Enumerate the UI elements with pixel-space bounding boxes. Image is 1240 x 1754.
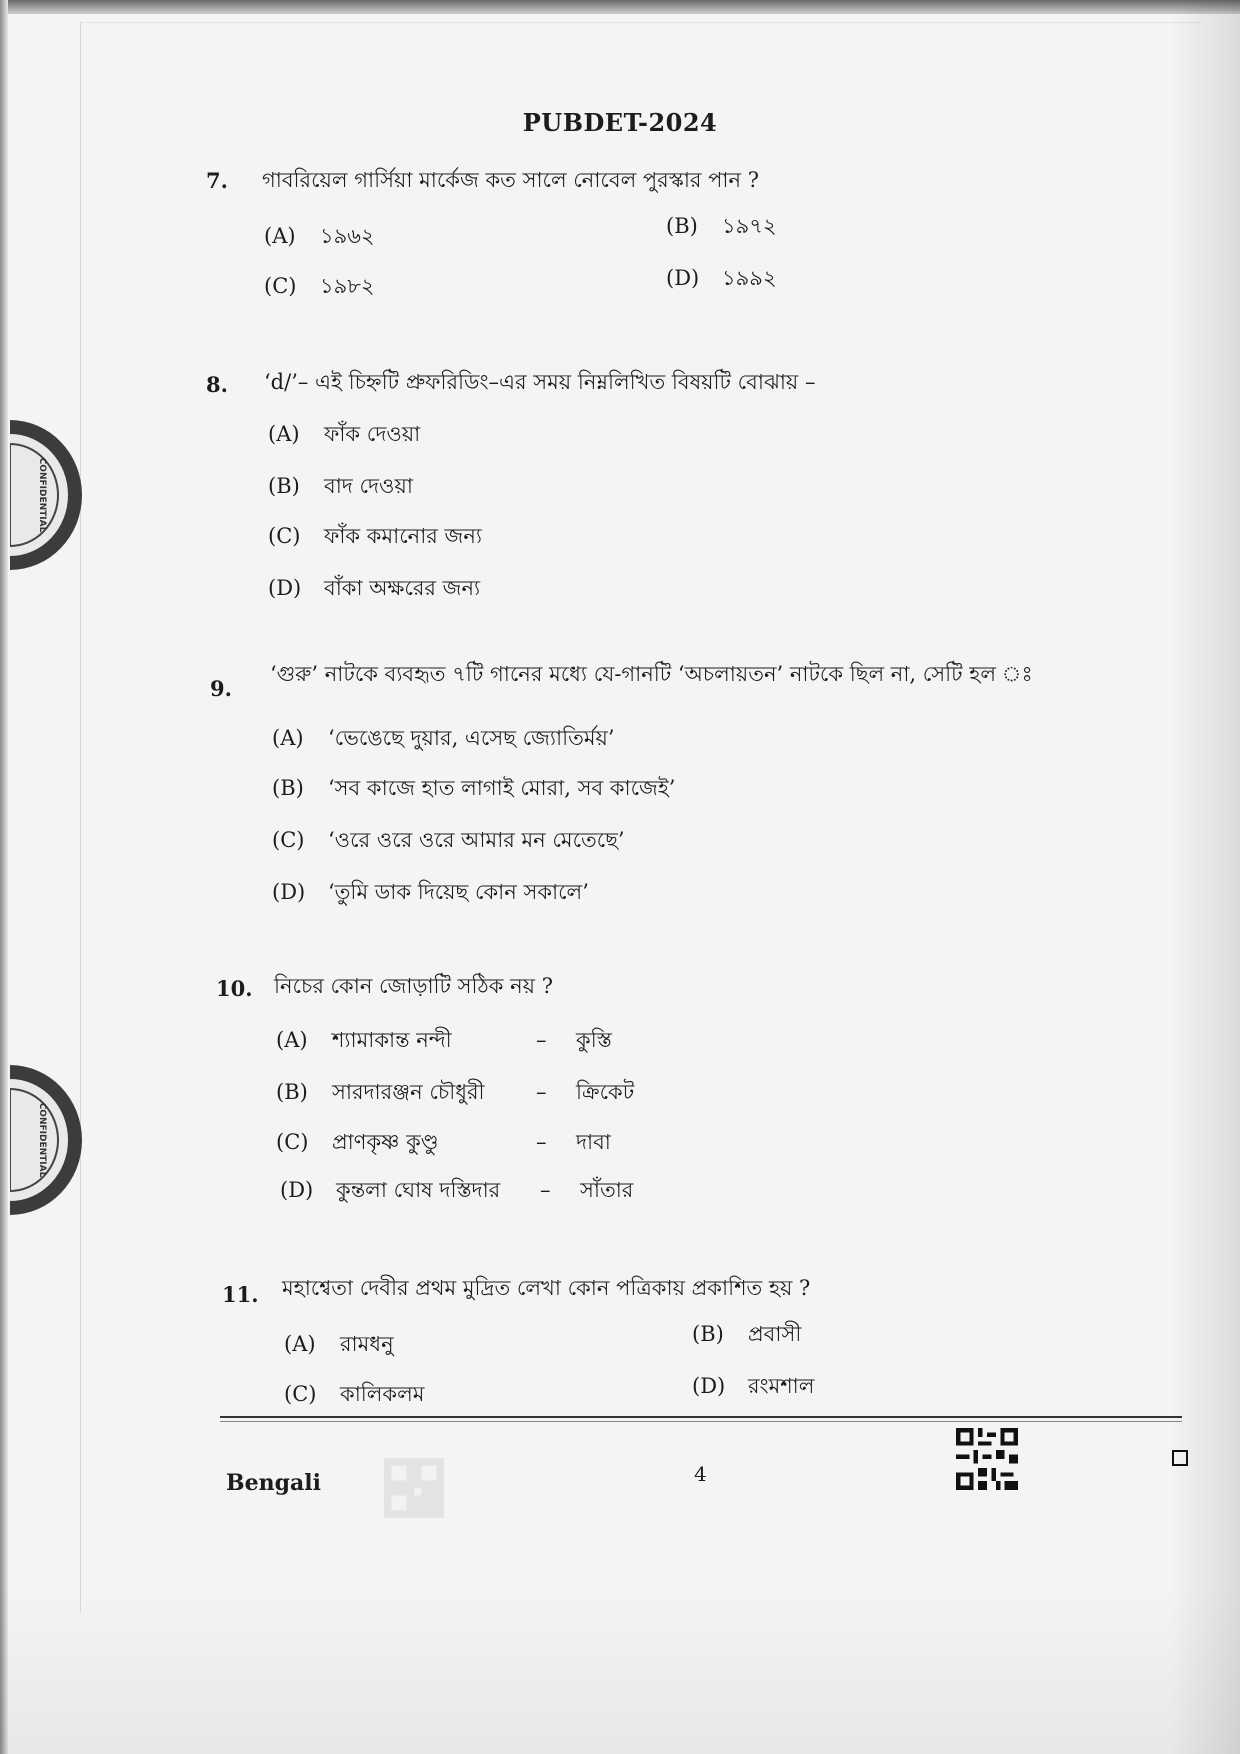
stamp-label: CONFIDENTIAL <box>37 457 47 533</box>
stamp-label: CONFIDENTIAL <box>37 1102 47 1178</box>
question-text: গাবরিয়েল গার্সিয়া মার্কেজ কত সালে নোবেল পুরস্কার পান ? <box>262 168 759 192</box>
pair-dash: – <box>536 1130 547 1154</box>
option-label: (C) <box>284 1382 317 1406</box>
option-text: ‘তুমি ডাক দিয়েছ কোন সকালে’ <box>328 880 589 904</box>
pair-d <box>280 1174 633 1209</box>
footer-rule-thin <box>220 1421 1182 1422</box>
option-text: কালিকলম <box>340 1382 425 1406</box>
option-label: (B) <box>272 776 304 800</box>
option-text: ১৯৮২ <box>320 274 375 298</box>
page-title: PUBDET-2024 <box>522 108 718 137</box>
option-a <box>272 722 615 757</box>
option-label: (B) <box>666 214 698 238</box>
question-number: 10. <box>216 976 253 1001</box>
option-a <box>264 220 375 255</box>
qr-code-icon <box>956 1428 1018 1490</box>
scan-edge-top <box>0 0 1240 14</box>
scan-shadow-bottom <box>0 1584 1240 1754</box>
question-number: 9. <box>210 676 232 701</box>
option-label: (C) <box>268 524 301 548</box>
option-label: (C) <box>264 274 297 298</box>
footer-rule <box>220 1416 1182 1418</box>
option-b <box>692 1318 801 1353</box>
pair-left: শ্যামাকান্ত নন্দী <box>332 1028 452 1052</box>
pair-a <box>276 1024 612 1059</box>
pair-left: কুন্তলা ঘোষ দস্তিদার <box>336 1178 501 1202</box>
page-number: 4 <box>694 1462 707 1486</box>
option-label: (D) <box>280 1178 314 1202</box>
option-c <box>272 824 625 859</box>
faint-qr-code-icon <box>384 1458 444 1518</box>
option-text: বাঁকা অক্ষরের জন্য <box>324 576 481 600</box>
scan-shadow-right <box>1170 0 1240 1754</box>
option-text: ফাঁক কমানোর জন্য <box>324 524 482 548</box>
pair-dash: – <box>536 1028 547 1052</box>
question-text: নিচের কোন জোড়াটি সঠিক নয় ? <box>274 974 553 998</box>
pair-right: দাবা <box>576 1130 611 1154</box>
question-number: 11. <box>222 1282 259 1307</box>
confidential-stamp-icon <box>10 1065 86 1215</box>
option-a <box>268 418 420 453</box>
option-text: রামধনু <box>340 1332 394 1356</box>
pair-right: কুস্তি <box>576 1028 612 1052</box>
option-text: ১৯৯২ <box>722 266 777 290</box>
option-c <box>284 1378 424 1413</box>
question-text: ‘d/’– এই চিহ্নটি প্রুফরিডিং–এর সময় নিম্নলিখিত বিষয়টি বোঝায় – <box>264 370 816 394</box>
pair-right: সাঁতার <box>580 1178 634 1202</box>
scan-edge-left <box>0 0 8 1754</box>
pair-dash: – <box>536 1080 547 1104</box>
option-label: (C) <box>272 828 305 852</box>
option-label: (B) <box>268 474 300 498</box>
option-b <box>268 470 413 505</box>
option-text: বাদ দেওয়া <box>324 474 413 498</box>
option-label: (D) <box>692 1374 726 1398</box>
option-a <box>284 1328 394 1363</box>
option-label: (D) <box>666 266 700 290</box>
option-label: (A) <box>264 224 296 248</box>
pair-left: প্রাণকৃষ্ণ কুণ্ডু <box>332 1130 439 1154</box>
option-text: ‘ভেঙেছে দুয়ার, এসেছ জ্যোতির্ময়’ <box>328 726 615 750</box>
option-b <box>272 772 675 807</box>
question-number: 8. <box>206 372 228 397</box>
option-text: ফাঁক দেওয়া <box>324 422 421 446</box>
option-label: (A) <box>268 422 300 446</box>
option-text: ১৯৭২ <box>722 214 777 238</box>
pair-b <box>276 1076 634 1111</box>
option-d <box>268 572 480 607</box>
option-label: (A) <box>276 1028 308 1052</box>
paper-outline <box>80 22 1201 1613</box>
option-text: ‘সব কাজে হাত লাগাই মোরা, সব কাজেই’ <box>328 776 676 800</box>
option-label: (D) <box>268 576 302 600</box>
pair-left: সারদারঞ্জন চৌধুরী <box>332 1080 485 1104</box>
footer-subject: Bengali <box>226 1470 321 1496</box>
option-label: (A) <box>284 1332 316 1356</box>
option-text: ১৯৬২ <box>320 224 375 248</box>
option-label: (B) <box>692 1322 724 1346</box>
option-d <box>692 1370 814 1405</box>
option-label: (A) <box>272 726 304 750</box>
option-d <box>666 262 777 297</box>
option-label: (B) <box>276 1080 308 1104</box>
option-c <box>268 520 482 555</box>
pair-c <box>276 1126 611 1161</box>
question-text: মহাশ্বেতা দেবীর প্রথম মুদ্রিত লেখা কোন পত্রিকায় প্রকাশিত হয় ? <box>282 1276 811 1300</box>
option-b <box>666 210 777 245</box>
option-label: (D) <box>272 880 306 904</box>
option-label: (C) <box>276 1130 309 1154</box>
question-text: ‘গুরু’ নাটকে ব্যবহৃত ৭টি গানের মধ্যে যে-গানটি ‘অচলায়তন’ নাটকে ছিল না, সেটি হল ঃ <box>270 662 1033 686</box>
option-text: রংমশাল <box>748 1374 815 1398</box>
pair-dash: – <box>540 1178 551 1202</box>
option-text: প্রবাসী <box>748 1322 802 1346</box>
confidential-stamp-icon <box>10 420 86 570</box>
option-d <box>272 876 589 911</box>
pair-right: ক্রিকেট <box>576 1080 635 1104</box>
option-text: ‘ওরে ওরে ওরে আমার মন মেতেছে’ <box>328 828 625 852</box>
option-c <box>264 270 375 305</box>
question-number: 7. <box>206 168 228 193</box>
